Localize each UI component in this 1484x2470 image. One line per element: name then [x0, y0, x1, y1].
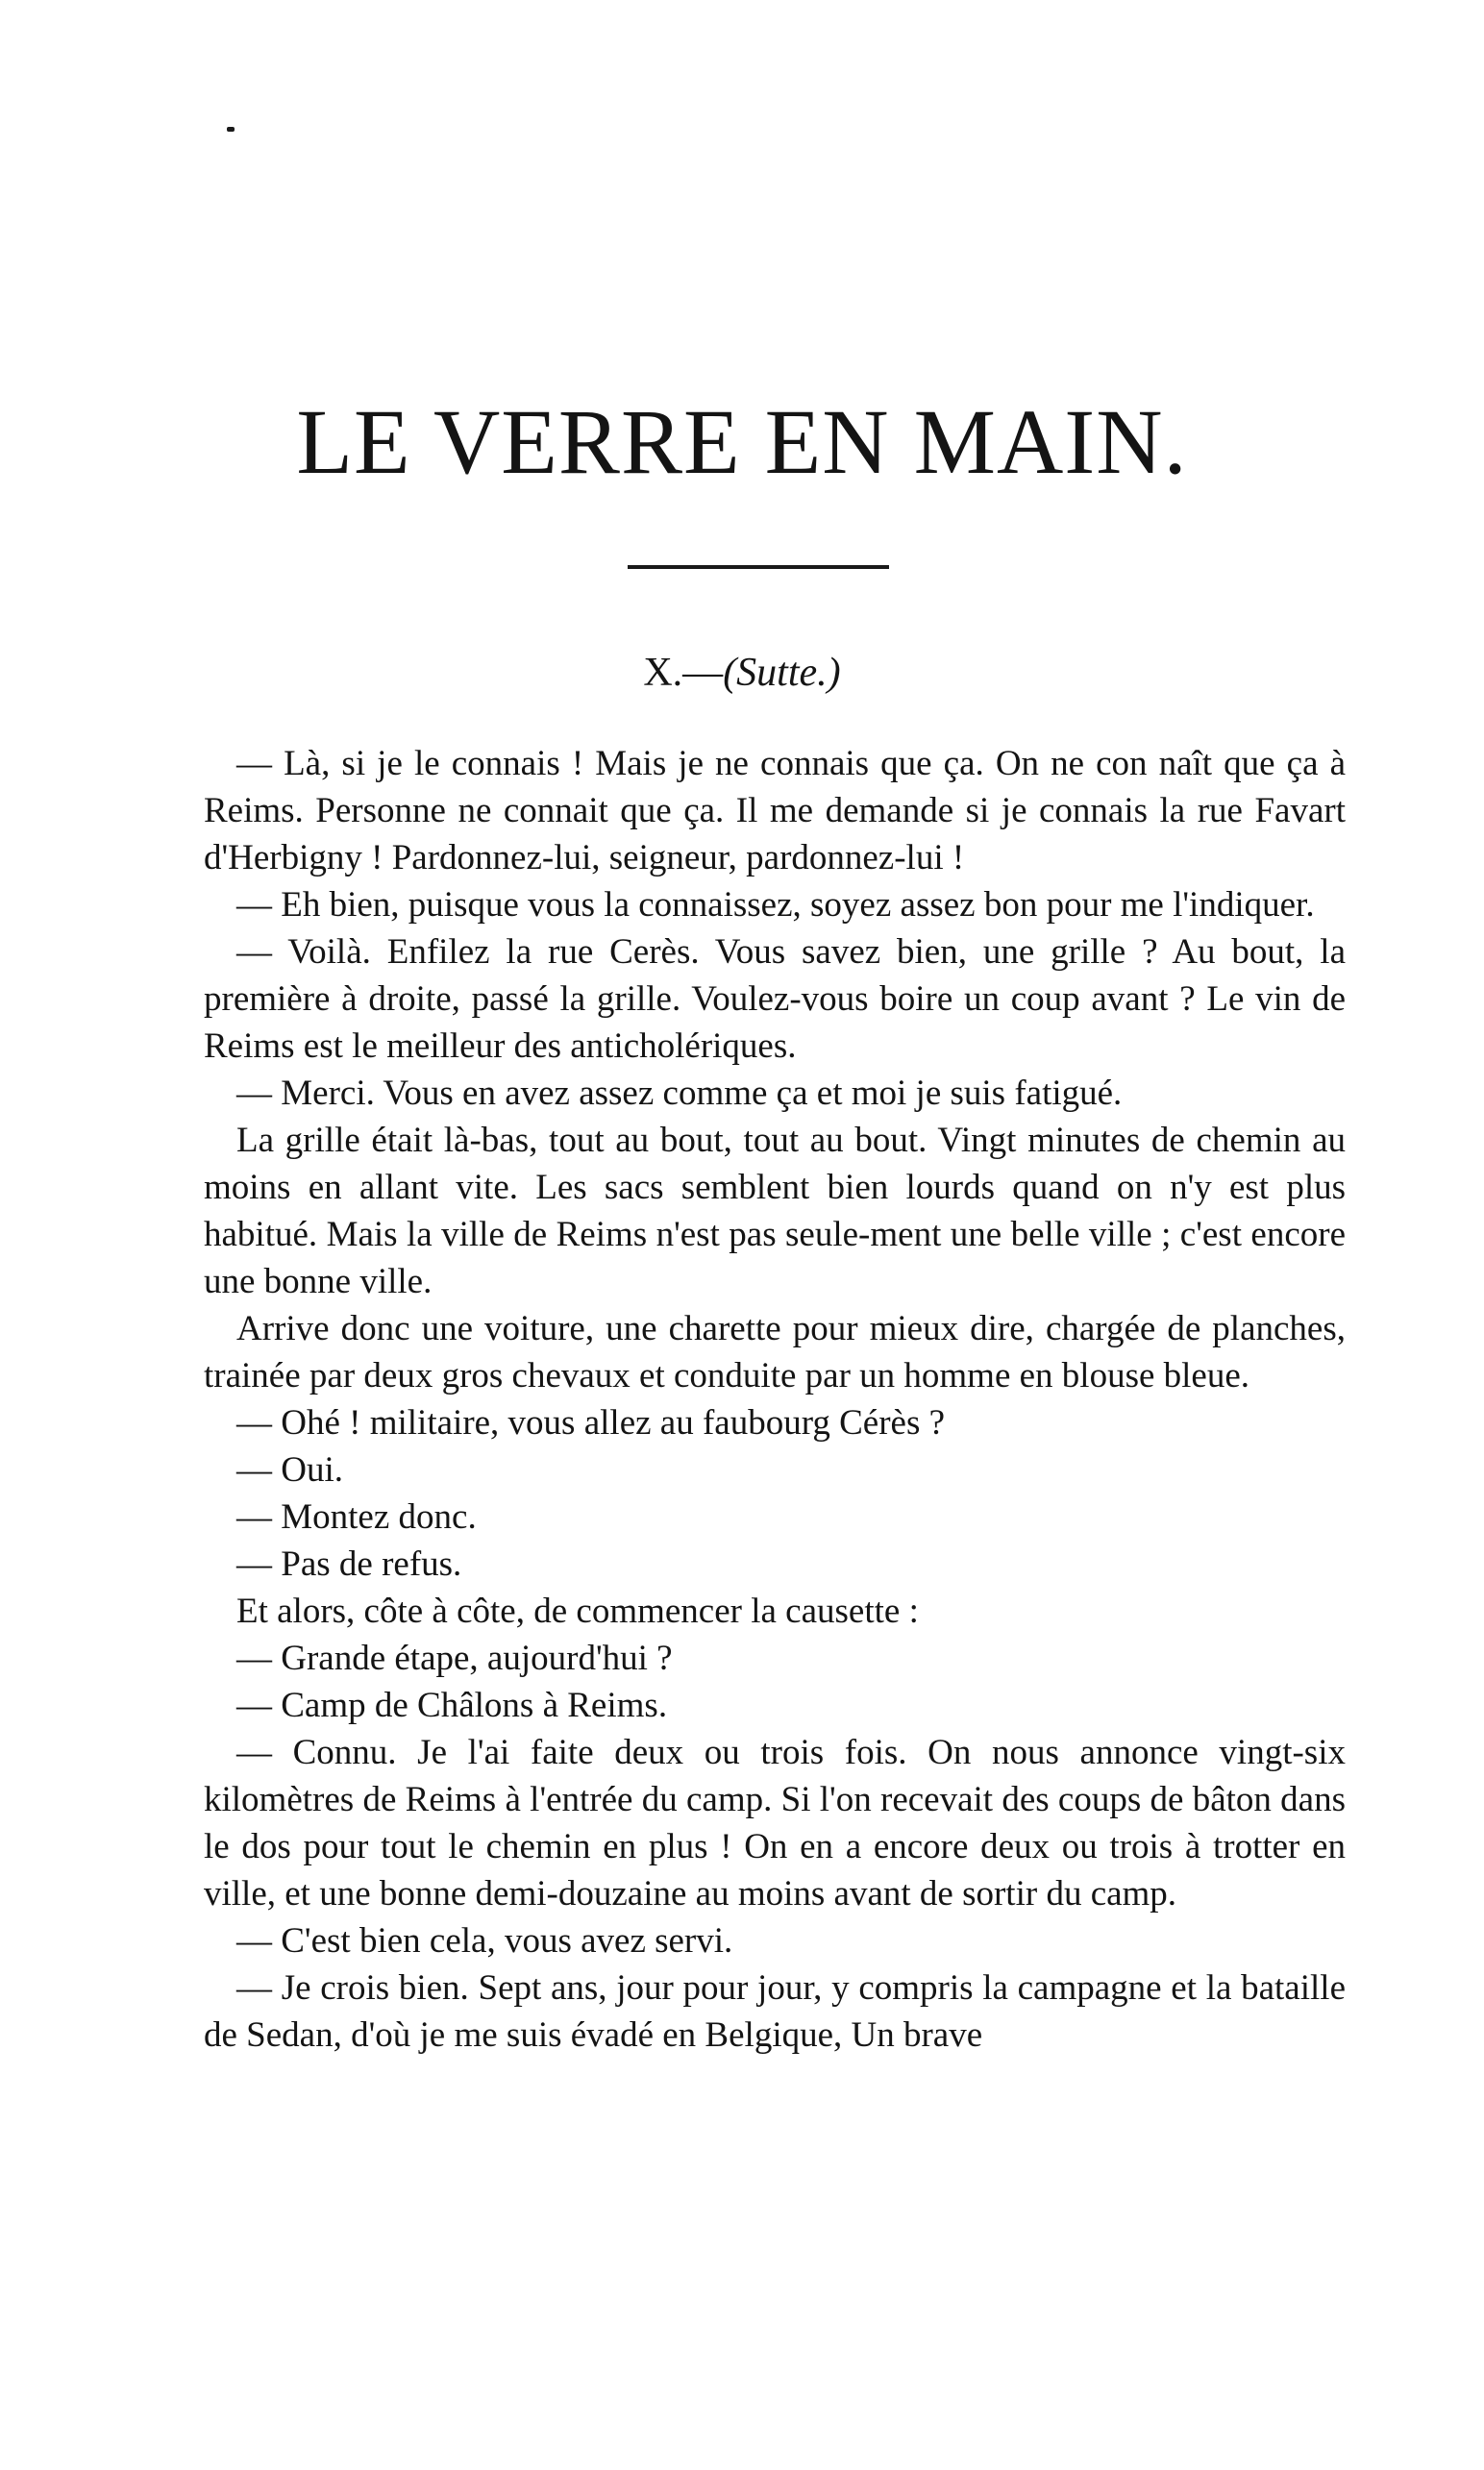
body-text	[204, 740, 1346, 2059]
paragraph: — Là, si je le connais ! Mais je ne connais que ça. On ne con naît que ça à Reims. Personne ne connait que ça. Il me demande si je connais la rue Favart d'Herbigny ! Pardonnez-lui, seigneur, pardonnez-lui !	[204, 744, 1346, 877]
paragraph: — Montez donc.	[236, 1497, 477, 1537]
paragraph: La grille était là-bas, tout au bout, tout au bout. Vingt minutes de chemin au moins en allant vite. Les sacs semblent bien lourds quand on n'y est plus habitué. Mais la ville de Reims n'est pas seule-ment une belle ville ; c'est encore une bonne ville.	[204, 1121, 1346, 1301]
paragraph: — Camp de Châlons à Reims.	[236, 1686, 668, 1725]
paragraph: Arrive donc une voiture, une charette pour mieux dire, chargée de planches, trainée par deux gros chevaux et conduite par un homme en blouse bleue.	[204, 1309, 1346, 1396]
paragraph: — Oui.	[236, 1450, 343, 1490]
page-title: LE VERRE EN MAIN.	[296, 390, 1188, 493]
ink-speck	[227, 127, 235, 132]
title-divider	[628, 565, 889, 569]
chapter-heading	[0, 644, 1484, 702]
paragraph: — Voilà. Enfilez la rue Cerès. Vous savez bien, une grille ? Au bout, la première à droite, passé la grille. Voulez-vous boire un coup avant ? Le vin de Reims est le meilleur des anticholériques.	[204, 932, 1346, 1066]
paragraph: — Connu. Je l'ai faite deux ou trois fois. On nous annonce vingt-six kilomètres de Reims à l'entrée du camp. Si l'on recevait des coups de bâton dans le dos pour tout le chemin en plus ! On en a encore deux ou trois à trotter en ville, et une bonne demi-douzaine au moins avant de sortir du camp.	[204, 1733, 1346, 1914]
paragraph: — Eh bien, puisque vous la connaissez, soyez assez bon pour me l'indiquer.	[236, 885, 1315, 925]
paragraph: — Grande étape, aujourd'hui ?	[236, 1639, 673, 1678]
chapter-continuation: (Sutte.)	[723, 651, 841, 695]
paragraph: Et alors, côte à côte, de commencer la causette :	[236, 1592, 919, 1631]
chapter-number: X.—	[643, 651, 724, 695]
paragraph: — Pas de refus.	[236, 1544, 462, 1584]
paragraph: — Je crois bien. Sept ans, jour pour jour, y compris la campagne et la bataille de Sedan, d'où je me suis évadé en Belgique, Un brave	[204, 1968, 1346, 2055]
paragraph: — Ohé ! militaire, vous allez au faubourg Cérès ?	[236, 1403, 946, 1443]
paragraph: — Merci. Vous en avez assez comme ça et moi je suis fatigué.	[236, 1074, 1123, 1113]
paragraph: — C'est bien cela, vous avez servi.	[236, 1921, 733, 1961]
